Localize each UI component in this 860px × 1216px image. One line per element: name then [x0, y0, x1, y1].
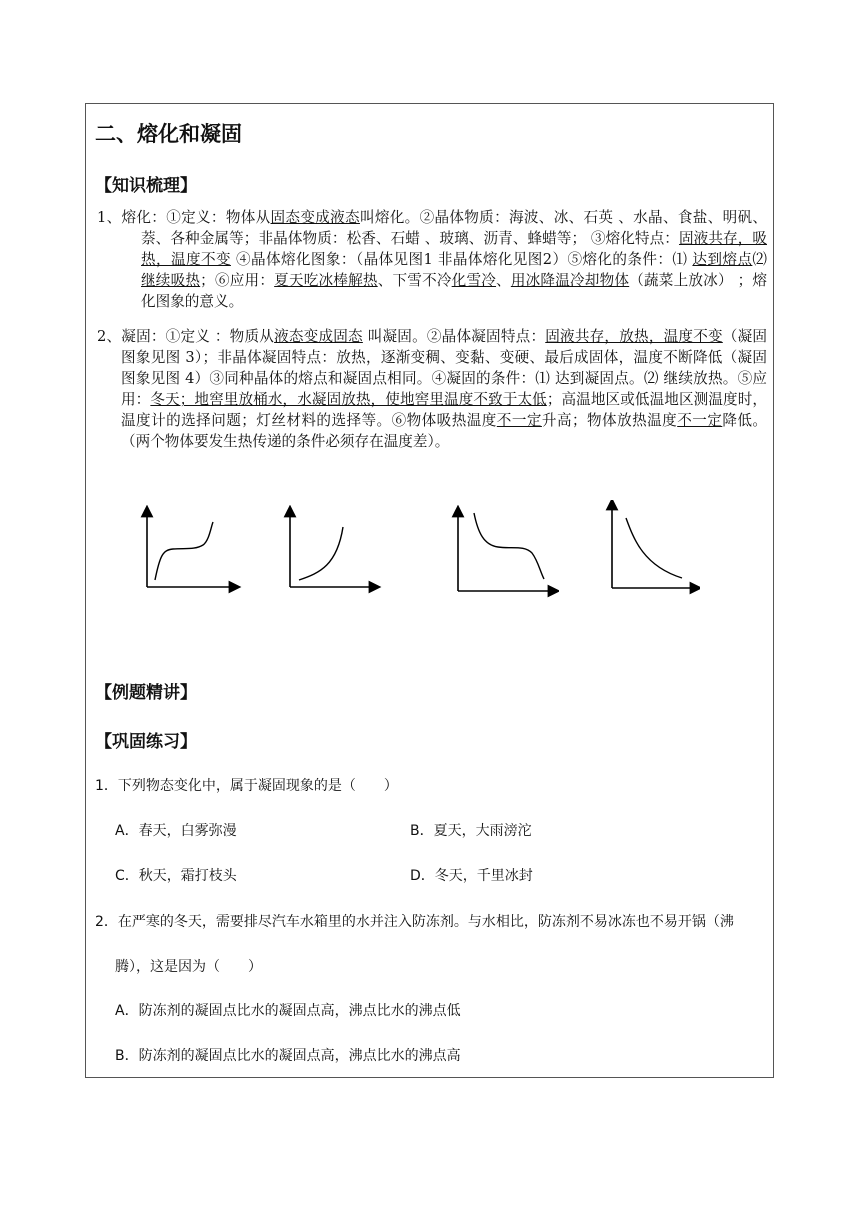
text-run: ④晶体熔化图象：（晶体见图1 非晶体熔化见图2）⑤熔化的条件：⑴ [230, 251, 693, 268]
graph-amorphous-melting [275, 505, 385, 605]
question-2-stem-line-1: 2．在严寒的冬天，需要排尽汽车水箱里的水并注入防冻剂。与水相比，防冻剂不易冰冻也不易开锅（沸 [95, 914, 734, 930]
text-run: ；高温地区或低温地区测温度时，温度计的选择问题；灯丝材料的选择等。⑥物体吸热温度 [121, 391, 767, 429]
graph-amorphous-solidification [600, 500, 700, 600]
underlined-term: 继续吸热 [141, 272, 201, 289]
text-run: （凝固图象见图 3）；非晶体凝固特点：放热，逐渐变稠、变黏、变硬、最后成固体，温度不断降低（凝固图象见图 4）③同种晶体的熔点和凝固点相同。④凝固的条件：⑴ 达到凝固点。⑵ 继续放热。⑤应用： [121, 328, 767, 408]
knowledge-paragraph-1 [97, 207, 767, 312]
underlined-term: 液态变成固态 [274, 328, 363, 345]
question-2-stem-line-2: 腾），这是因为（ ） [115, 959, 262, 975]
graph-crystal-melting [135, 505, 245, 605]
practice-heading: 【巩固练习】 [95, 732, 197, 752]
knowledge-paragraph-2 [97, 326, 767, 452]
question-1-option-d: D．冬天，千里冰封 [410, 868, 533, 884]
question-1-option-b: B．夏天，大雨滂沱 [410, 823, 532, 839]
text-run: 叫凝固。②晶体凝固特点： [362, 328, 546, 345]
knowledge-heading: 【知识梳理】 [95, 176, 197, 196]
question-1-option-c: C．秋天，霜打枝头 [115, 868, 237, 884]
text-run: 、 [496, 272, 511, 289]
underlined-term: 不一定 [496, 412, 542, 429]
underlined-term: 固态变成液态 [270, 209, 360, 226]
underlined-term: 固液共存，放热，温度不变 [545, 328, 723, 345]
question-2-option-a: A．防冻剂的凝固点比水的凝固点高，沸点比水的沸点低 [115, 1003, 461, 1019]
examples-heading: 【例题精讲】 [95, 683, 197, 703]
text-run: 升高；物体放热温度 [541, 412, 678, 429]
text-run: 、下雪不冷 [377, 272, 452, 289]
underlined-term: 夏天吃冰棒解热 [274, 272, 378, 289]
text-run: ⑵ [752, 251, 767, 268]
question-1-stem: 1．下列物态变化中，属于凝固现象的是（ ） [95, 778, 398, 794]
underlined-term: 固液共存，吸热，温度不变 [141, 230, 767, 268]
text-run: （蔬菜上放冰） ；熔化图象的意义。 [141, 272, 767, 310]
text-run: ；⑥应用： [200, 272, 275, 289]
text-run: 叫熔化。②晶体物质：海波、冰、石英 、水晶、食盐、明矾、萘、各种金属等；非晶体物质：松香、石蜡 、玻璃、沥青、蜂蜡等； ③熔化特点： [141, 209, 767, 247]
underlined-term: 用冰降温冷却物体 [510, 272, 630, 289]
underlined-term: 化雪冷 [451, 272, 497, 289]
section-title: 二、熔化和凝固 [95, 122, 242, 146]
graph-crystal-solidification [444, 505, 559, 605]
underlined-term: 达到熔点 [692, 251, 753, 268]
question-1-option-a: A．春天，白雾弥漫 [115, 823, 237, 839]
text-run: 降低。（两个物体要发生热传递的条件必须存在温度差）。 [121, 412, 767, 450]
text-run: 2、凝固：①定义 ：物质从 [97, 328, 275, 345]
underlined-term: 冬天；地窖里放桶水，水凝固放热，使地窖里温度不致于太低 [150, 391, 547, 408]
text-run: 1、熔化：①定义：物体从 [97, 209, 271, 226]
question-2-option-b: B．防冻剂的凝固点比水的凝固点高，沸点比水的沸点高 [115, 1048, 461, 1064]
underlined-term: 不一定 [677, 412, 723, 429]
